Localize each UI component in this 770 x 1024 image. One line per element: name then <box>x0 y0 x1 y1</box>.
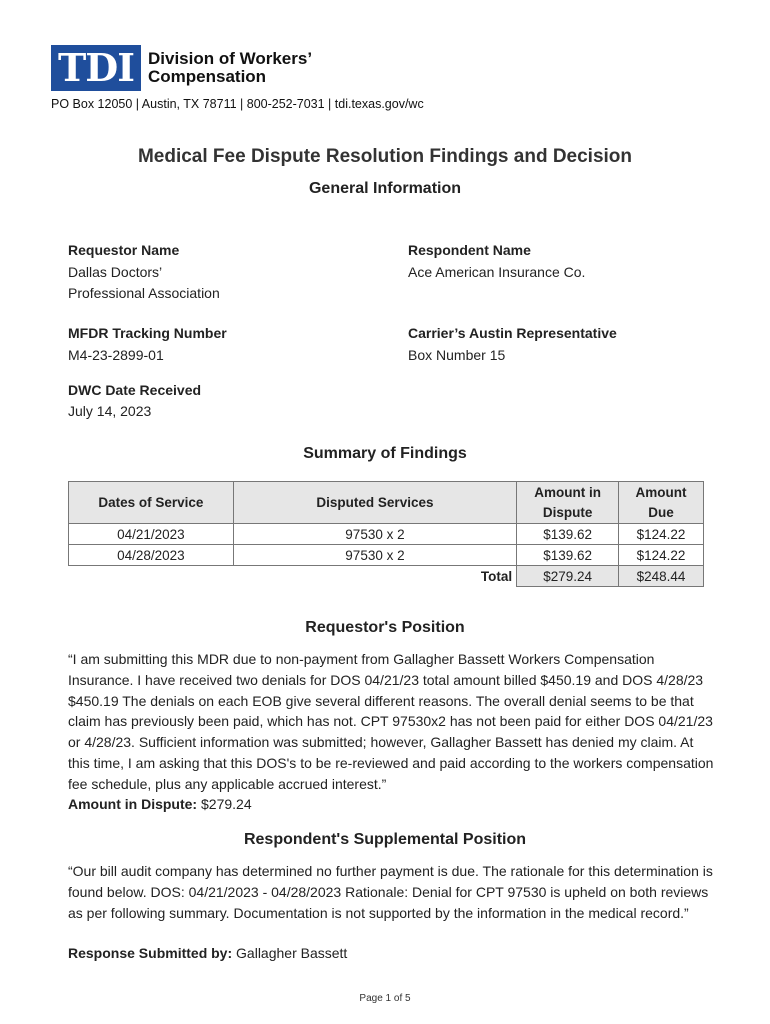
carrier-rep-value: Box Number 15 <box>408 347 506 363</box>
amount-in-dispute-value: $279.24 <box>201 796 252 812</box>
date-received-label: DWC Date Received <box>68 382 202 398</box>
table-row <box>69 524 704 545</box>
table-cell: $139.62 <box>517 524 619 545</box>
total-due: $248.44 <box>619 566 704 587</box>
total-dispute: $279.24 <box>517 566 619 587</box>
column-header: Amount in Dispute <box>517 482 619 524</box>
column-header: Amount Due <box>619 482 704 524</box>
table-cell: $124.22 <box>619 524 704 545</box>
table-header-row <box>69 482 704 524</box>
org-name <box>148 50 312 86</box>
document-title: Medical Fee Dispute Resolution Findings and Decision <box>137 146 633 167</box>
summary-heading: Summary of Findings <box>303 445 467 462</box>
requestor-name-line1: Dallas Doctors’ <box>68 264 163 280</box>
tracking-number-label: MFDR Tracking Number <box>68 325 227 341</box>
findings-table <box>68 481 704 587</box>
requestor-name-label: Requestor Name <box>68 242 180 258</box>
respondent-position-heading: Respondent's Supplemental Position <box>243 831 527 848</box>
response-submitted <box>68 943 718 964</box>
carrier-rep-label: Carrier’s Austin Representative <box>408 325 617 341</box>
page-number: Page 1 of 5 <box>359 993 411 1004</box>
org-name-line1: Division of Workers’ <box>148 49 313 68</box>
respondent-name-value: Ace American Insurance Co. <box>408 264 586 280</box>
requestor-position-heading: Requestor's Position <box>305 619 465 636</box>
respondent-name-label: Respondent Name <box>408 242 531 258</box>
table-cell: $139.62 <box>517 545 619 566</box>
contact-line: PO Box 12050 | Austin, TX 78711 | 800-252-7031 | tdi.texas.gov/wc <box>51 97 424 111</box>
requestor-name-line2: Professional Association <box>68 285 220 301</box>
requestor-name-value <box>68 262 220 304</box>
total-label: Total <box>480 568 513 584</box>
table-total-row <box>69 566 704 587</box>
amount-in-dispute-label: Amount in Dispute: <box>68 796 198 812</box>
table-cell: 97530 x 2 <box>233 524 516 545</box>
requestor-position-text: “I am submitting this MDR due to non-payment from Gallagher Bassett Workers Compensation Insurance. I have received two denials for DOS 04/21/23 total amount billed $450.19 and DOS 4/28/23 $450.19 The denials on each EOB give several different reasons. The overall denial seems to be that claim has previously been paid, which has not. CPT 97530x2 has not been paid for either DOS 04/21/23 or 4/28/23. Sufficient information was submitted; however, Gallagher Bassett has denied my claim. At this time, I am asking that this DOS's to be re-reviewed and paid according to the workers compensation fee schedule, plus any applicable accrued interest.” <box>68 651 714 792</box>
tracking-number-value: M4-23-2899-01 <box>68 347 164 363</box>
response-submitted-label: Response Submitted by: <box>68 945 233 961</box>
response-submitted-value: Gallagher Bassett <box>236 945 348 961</box>
org-name-line2: Compensation <box>148 67 267 86</box>
table-row <box>69 545 704 566</box>
table-cell: $124.22 <box>619 545 704 566</box>
column-header: Disputed Services <box>233 482 516 524</box>
general-info-heading: General Information <box>308 180 462 197</box>
tdi-logo: TDI <box>51 45 141 91</box>
date-received-value: July 14, 2023 <box>68 403 152 419</box>
table-cell: 04/21/2023 <box>69 524 234 545</box>
column-header: Dates of Service <box>69 482 234 524</box>
respondent-position-text: “Our bill audit company has determined no further payment is due. The rationale for this determination is found below. DOS: 04/21/2023 - 04/28/2023 Rationale: Denial for CPT 97530 is upheld on both reviews as per following summary. Documentation is not supported by the information in the medical record.” <box>68 863 713 921</box>
table-cell: 97530 x 2 <box>233 545 516 566</box>
table-cell: 04/28/2023 <box>69 545 234 566</box>
requestor-amount <box>68 794 718 815</box>
